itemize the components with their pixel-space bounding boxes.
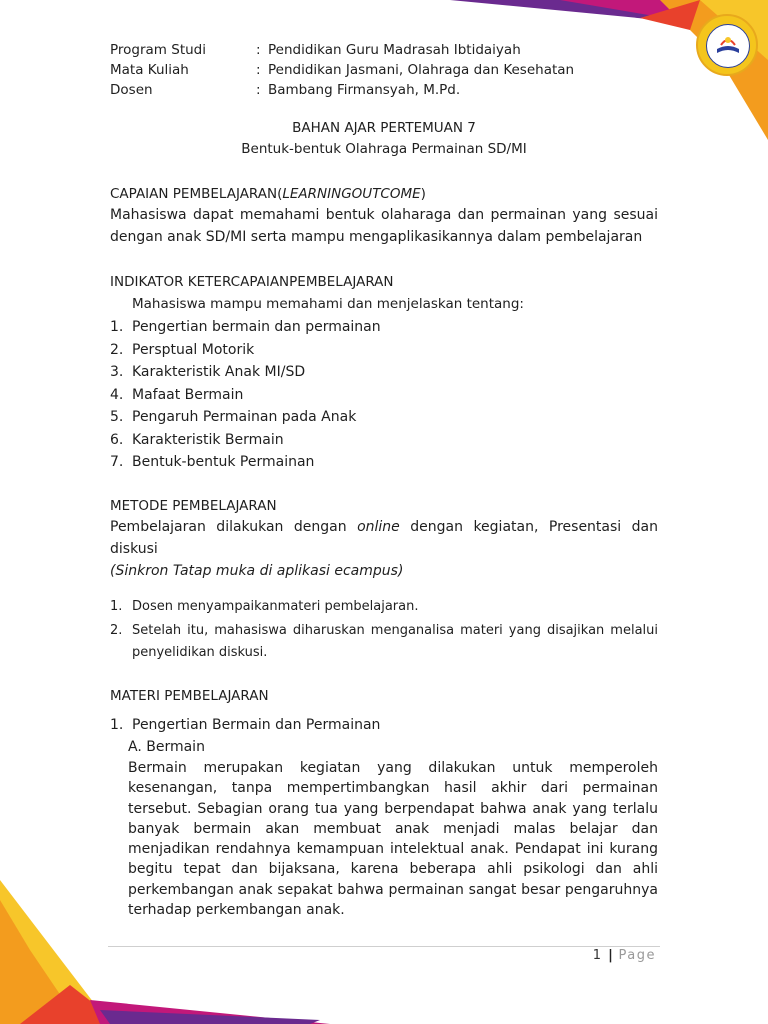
capaian-heading-text: CAPAIAN PEMBELAJARAN( [110,186,283,202]
indikator-heading: INDIKATOR KETERCAPAIANPEMBELAJARAN [110,274,394,290]
list-item [110,596,658,618]
meta-value: Bambang Firmansyah, M.Pd. [268,82,461,98]
list-number: 6. [110,431,124,448]
list-number: 7. [110,454,124,470]
title-line-2: Bentuk-bentuk Olahraga Permainan SD/MI [241,141,527,157]
list-text: Pengertian bermain dan permainan [132,319,381,335]
title-line-1: BAHAN AJAR PERTEMUAN 7 [292,120,476,136]
meta-key: Mata Kuliah [110,62,189,78]
logo-emblem [706,24,750,68]
metode-text-italic: online [357,518,400,535]
materi-heading: MATERI PEMBELAJARAN [110,687,269,704]
page-number [540,948,656,963]
list-text: Dosen menyampaikanmateri pembelajaran. [132,598,419,614]
footer-divider [108,946,660,947]
meta-key: Dosen [110,82,153,98]
list-text: Pengaruh Permainan pada Anak [132,409,357,425]
list-item [110,406,658,429]
indikator-intro: Mahasiswa mampu memahami dan menjelaskan tentang: [132,296,524,312]
materi-list [110,714,658,737]
meta-colon: : [256,42,261,58]
list-number: 2. [110,341,124,358]
materi-subheading: A. Bermain [128,739,205,755]
list-text: Persptual Motorik [132,341,255,358]
meta-value: Pendidikan Jasmani, Olahraga dan Kesehatan [268,62,575,78]
capaian-text: Mahasiswa dapat memahami bentuk olaharaga dan permainan yang sesuai dengan anak SD/MI serta mampu mengaplikasikannya dalam pembelajaran [110,207,658,245]
course-info [110,40,658,100]
meta-colon: : [256,82,261,98]
list-text: Setelah itu, mahasiswa diharuskan menganalisa materi yang disajikan melalui penyelidikan diskusi. [132,622,658,660]
list-item [110,316,658,339]
list-number: 2. [110,622,123,638]
meta-row-program [110,40,658,60]
materi-text: Bermain merupakan kegiatan yang dilakukan untuk memperoleh kesenangan, tanpa mempertimbangkan hasil akhir dari permainan tersebut. Sebagian orang tua yang berpendapat bahwa anak yang terlalu banyak bermain akan membuat anak menjadi malas belajar dan menjadikan rendahnya kemampuan intelektual anak. Pendapat ini kurang begitu tepat dan bijaksana, karena beberapa ahli psikologi dan ahli perkembangan anak sepakat bahwa permainan sangat besar pengaruhnya terhadap perkembangan anak. [128,760,658,919]
list-number: 1. [110,716,124,733]
university-logo [696,14,758,76]
metode-note: (Sinkron Tatap muka di aplikasi ecampus) [110,562,404,579]
meta-key: Program Studi [110,42,206,58]
logo-book-icon [707,25,749,67]
list-text: Bentuk-bentuk Permainan [132,454,315,470]
list-item [110,620,658,664]
list-text: Pengertian Bermain dan Permainan [132,716,381,733]
metode-heading: METODE PEMBELAJARAN [110,497,277,514]
capaian-heading-close: ) [420,186,426,202]
list-number: 1. [110,598,123,614]
list-number: 3. [110,364,124,380]
list-text: Karakteristik Anak MI/SD [132,364,306,380]
page-word: Page [618,948,656,963]
capaian-heading [110,184,658,204]
meta-row-course [110,60,658,80]
list-item [110,361,658,384]
capaian-heading-italic: LEARNINGOUTCOME [282,186,421,202]
metode-list [110,596,658,664]
metode-text-b: dengan kegiatan, Presentasi dan diskusi [110,518,658,557]
document-title [110,118,658,160]
indikator-list [110,316,658,474]
list-number: 1. [110,319,124,335]
list-number: 4. [110,386,124,403]
list-item [110,714,658,737]
meta-colon: : [256,62,261,78]
list-item [110,429,658,452]
list-item [110,339,658,362]
list-item [110,384,658,407]
page-number-value: 1 [592,948,603,963]
list-number: 5. [110,409,124,425]
meta-value: Pendidikan Guru Madrasah Ibtidaiyah [268,42,521,58]
list-item [110,451,658,474]
list-text: Karakteristik Bermain [132,431,284,448]
meta-row-lecturer [110,80,658,100]
metode-text-a: Pembelajaran dilakukan dengan [110,518,358,535]
document-body [110,40,658,920]
page-separator: | [608,948,613,963]
list-text: Mafaat Bermain [132,386,244,403]
metode-text [110,516,658,560]
